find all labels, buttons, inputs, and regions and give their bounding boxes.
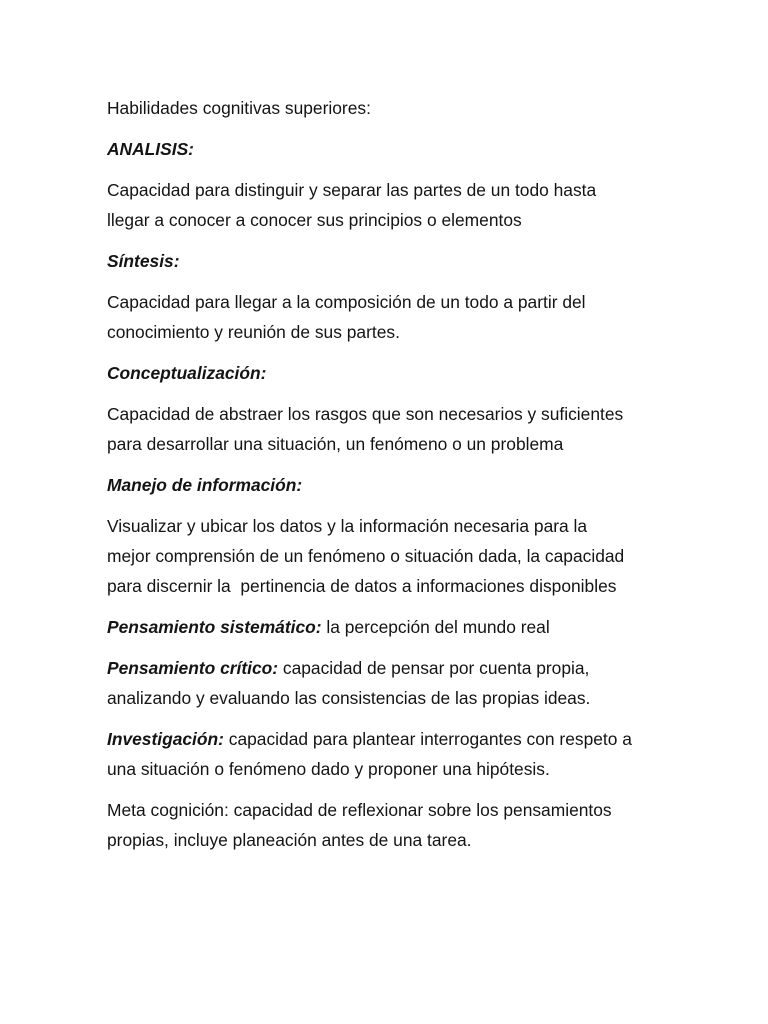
analisis-paragraph xyxy=(107,175,677,235)
critico-text: capacidad de pensar por cuenta propia, xyxy=(278,658,590,678)
critico-line-2: analizando y evaluando las consistencias de las propias ideas. xyxy=(107,688,591,708)
manejo-heading-text: Manejo de información: xyxy=(107,475,303,495)
sintesis-line-1: Capacidad para llegar a la composición de un todo a partir del xyxy=(107,292,586,312)
investigacion-paragraph xyxy=(107,724,677,784)
conceptualizacion-heading xyxy=(107,358,677,388)
sintesis-heading xyxy=(107,246,677,276)
metacognicion-paragraph xyxy=(107,795,677,855)
document-title xyxy=(107,93,677,123)
sistematico-paragraph xyxy=(107,612,677,642)
critico-paragraph xyxy=(107,653,677,713)
metacognicion-line-2: propias, incluye planeación antes de una tarea. xyxy=(107,830,472,850)
manejo-heading xyxy=(107,470,677,500)
investigacion-text: capacidad para plantear interrogantes con respeto a xyxy=(223,729,632,749)
critico-label: Pensamiento crítico: xyxy=(107,658,279,678)
investigacion-line-2: una situación o fenómeno dado y proponer una hipótesis. xyxy=(107,759,550,779)
sintesis-line-2: conocimiento y reunión de sus partes. xyxy=(107,322,400,342)
manejo-line-3: para discernir la pertinencia de datos a informaciones disponibles xyxy=(107,576,617,596)
analisis-line-1: Capacidad para distinguir y separar las partes de un todo hasta xyxy=(107,180,597,200)
conceptualizacion-line-1: Capacidad de abstraer los rasgos que son necesarios y suficientes xyxy=(107,404,624,424)
sistematico-label: Pensamiento sistemático: xyxy=(107,617,322,637)
analisis-line-2: llegar a conocer a conocer sus principios o elementos xyxy=(107,210,522,230)
document-body xyxy=(107,93,677,866)
conceptualizacion-line-2: para desarrollar una situación, un fenómeno o un problema xyxy=(107,434,564,454)
manejo-line-2: mejor comprensión de un fenómeno o situación dada, la capacidad xyxy=(107,546,625,566)
conceptualizacion-paragraph xyxy=(107,399,677,459)
analisis-heading xyxy=(107,134,677,164)
metacognicion-line-1: Meta cognición: capacidad de reflexionar sobre los pensamientos xyxy=(107,800,612,820)
manejo-paragraph xyxy=(107,511,677,601)
title-text: Habilidades cognitivas superiores: xyxy=(107,98,371,118)
sistematico-text: la percepción del mundo real xyxy=(321,617,550,637)
sintesis-heading-text: Síntesis: xyxy=(107,251,180,271)
sintesis-paragraph xyxy=(107,287,677,347)
investigacion-label: Investigación: xyxy=(107,729,224,749)
conceptualizacion-heading-text: Conceptualización: xyxy=(107,363,267,383)
manejo-line-1: Visualizar y ubicar los datos y la información necesaria para la xyxy=(107,516,588,536)
analisis-heading-text: ANALISIS: xyxy=(107,139,194,159)
